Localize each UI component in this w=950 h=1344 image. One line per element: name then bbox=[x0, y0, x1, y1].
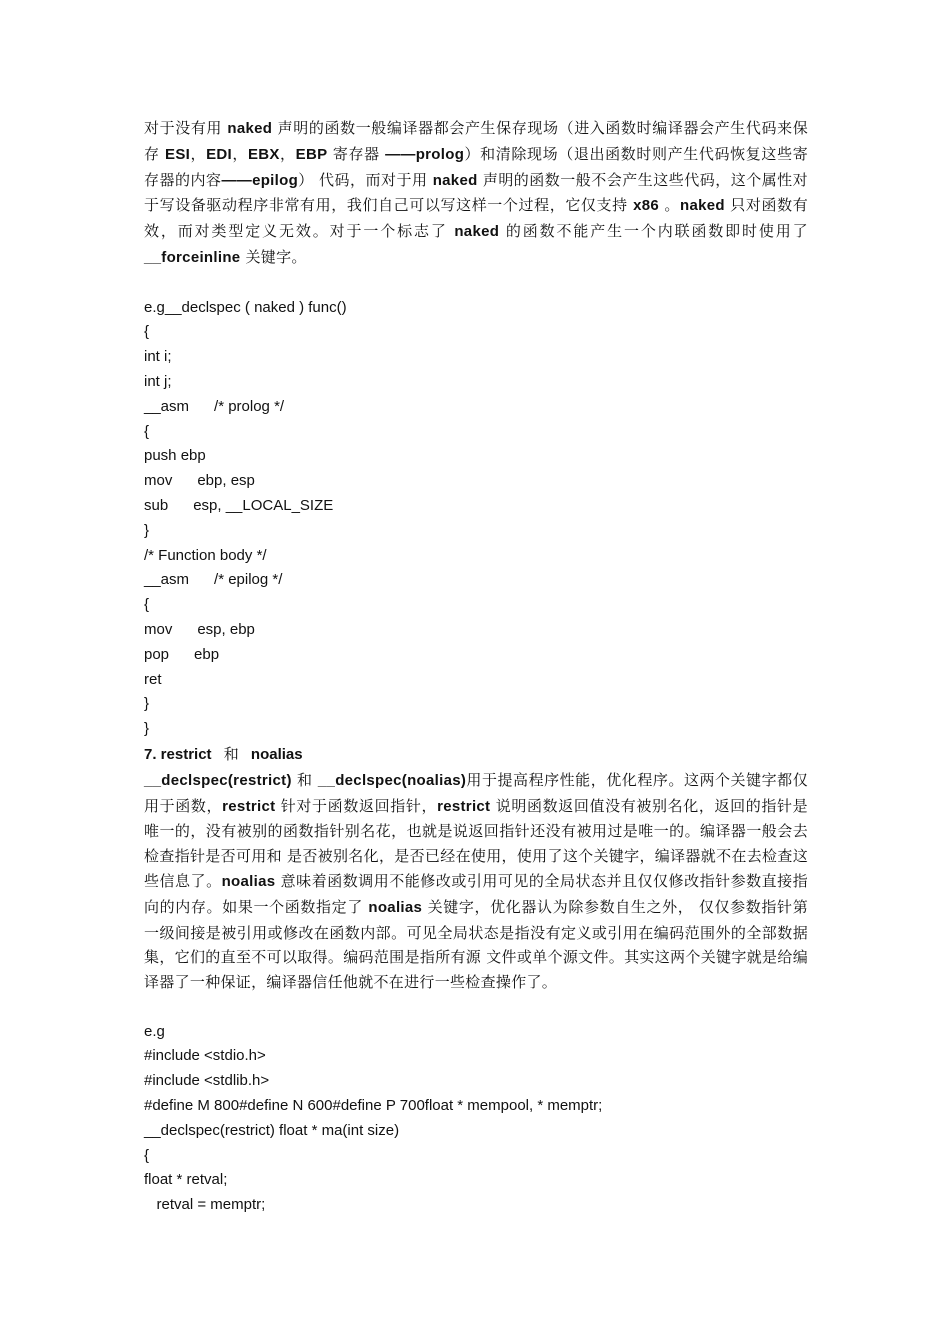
bold-term: __declspec(noalias) bbox=[317, 771, 467, 789]
code-line: ret bbox=[144, 670, 162, 688]
code-line: __asm /* epilog */ bbox=[144, 571, 283, 589]
code-line: { bbox=[144, 1146, 150, 1164]
heading-noalias: noalias bbox=[250, 745, 303, 763]
text-run: 只对函数有效，而对类型定义无效。对于一个标志了 bbox=[144, 196, 808, 241]
text-run: ） 代码，而对于用 bbox=[298, 170, 433, 189]
code-line: pop ebp bbox=[144, 645, 220, 663]
code-line: push ebp bbox=[144, 447, 206, 465]
restrict-code-example bbox=[144, 1020, 808, 1218]
bold-term: EBP bbox=[295, 145, 328, 163]
bold-term: ——epilog bbox=[221, 171, 299, 189]
spacer bbox=[144, 271, 808, 296]
code-line: e.g__declspec ( naked ) func() bbox=[144, 298, 347, 316]
text-run: 和 bbox=[291, 770, 318, 789]
section-heading-restrict-noalias bbox=[144, 742, 808, 768]
heading-and: 和 bbox=[223, 744, 239, 763]
code-line: int i; bbox=[144, 348, 172, 366]
spacer bbox=[144, 995, 808, 1020]
naked-description-paragraph bbox=[144, 116, 808, 271]
text-run: 的函数不能产生一个内联函数即时使用了 bbox=[499, 222, 808, 241]
text-run: ， bbox=[190, 144, 207, 163]
text-run: 。 bbox=[659, 196, 681, 215]
code-line: { bbox=[144, 596, 150, 614]
code-line: { bbox=[144, 422, 150, 440]
bold-term: noalias bbox=[368, 898, 423, 916]
restrict-noalias-paragraph bbox=[144, 768, 808, 995]
bold-term: EBX bbox=[247, 145, 280, 163]
bold-term: EDI bbox=[206, 145, 232, 163]
code-line: __asm /* prolog */ bbox=[144, 397, 285, 415]
code-line: /* Function body */ bbox=[144, 546, 267, 564]
code-line: } bbox=[144, 521, 150, 539]
code-line: #include <stdio.h> bbox=[144, 1047, 266, 1065]
bold-term: noalias bbox=[221, 872, 276, 890]
bold-term: naked bbox=[227, 120, 273, 137]
bold-term: naked bbox=[432, 171, 478, 189]
code-line: mov ebp, esp bbox=[144, 472, 255, 490]
bold-term: naked bbox=[454, 223, 500, 241]
bold-term: ESI bbox=[165, 145, 191, 163]
bold-term: ——prolog bbox=[385, 145, 465, 163]
document-page bbox=[144, 116, 808, 1218]
bold-term: __declspec(restrict) bbox=[144, 771, 292, 789]
text-run: ， bbox=[231, 144, 248, 163]
text-run: 寄存器 bbox=[327, 144, 386, 163]
bold-term: naked bbox=[680, 197, 725, 215]
naked-code-example bbox=[144, 296, 808, 742]
code-line: float * retval; bbox=[144, 1171, 228, 1189]
bold-term: x86 bbox=[633, 197, 660, 215]
text-run: 关键字。 bbox=[240, 247, 307, 266]
code-line: #define M 800#define N 600#define P 700float * mempool, * memptr; bbox=[144, 1097, 603, 1115]
text-run: 声明的函数一般不会产生这些代码，这个属性对于写设备驱动程序非常有用，我们自己可以写这样一个过程，它仅支持 bbox=[144, 170, 808, 215]
code-line: __declspec(restrict) float * ma(int size) bbox=[144, 1121, 400, 1139]
text-run: 用于提高程序性能，优化程序。这两个关键字都仅用于函数， bbox=[144, 770, 809, 815]
heading-restrict: 7. restrict bbox=[144, 745, 212, 763]
code-line: } bbox=[144, 695, 150, 713]
text-run: 对于没有用 bbox=[144, 119, 228, 137]
code-line: int j; bbox=[144, 372, 172, 390]
code-line: #include <stdlib.h> bbox=[144, 1072, 270, 1090]
text-run: 针对于函数返回指针， bbox=[275, 796, 438, 815]
bold-term: restrict bbox=[437, 797, 491, 815]
text-run: 说明函数返回值没有被别名化，返回的指针是唯一的，没有被别的函数指针别名花，也就是说返回指针还没有被用过是唯一的。编译器一般会去检查指针是否可用和 是否被别名化，是否已经在使用，使用了这个关键字，编译器就不在去检查这些信息了。 bbox=[144, 796, 808, 890]
text-run: ）和清除现场（退出函数时则产生代码恢复这些寄存器的内容 bbox=[144, 144, 808, 189]
code-line: retval = memptr; bbox=[144, 1196, 266, 1214]
text-run: 关键字，优化器认为除参数自生之外， 仅仅参数指针第一级间接是被引用或修改在函数内部。可见全局状态是指没有定义或引用在编码范围外的全部数据集，它们的直至不可以取得。编码范围是指所有源 文件或单个源文件。其实这两个关键字就是给编译器了一种保证，编译器信任他就不在进行一些检查操作了。 bbox=[144, 897, 808, 992]
code-line: sub esp, __LOCAL_SIZE bbox=[144, 496, 334, 514]
code-line: { bbox=[144, 323, 150, 341]
code-line: } bbox=[144, 720, 150, 738]
code-line: e.g bbox=[144, 1022, 165, 1040]
text-run: 意味着函数调用不能修改或引用可见的全局状态并且仅仅修改指针参数直接指向的内存。如果一个函数指定了 bbox=[144, 871, 808, 916]
text-run: 声明的函数一般编译器都会产生保存现场（进入函数时编译器会产生代码来保存 bbox=[144, 119, 808, 163]
code-line: mov esp, ebp bbox=[144, 620, 255, 638]
bold-term: restrict bbox=[222, 797, 276, 815]
text-run: ， bbox=[279, 144, 296, 163]
bold-term: __forceinline bbox=[144, 248, 241, 266]
